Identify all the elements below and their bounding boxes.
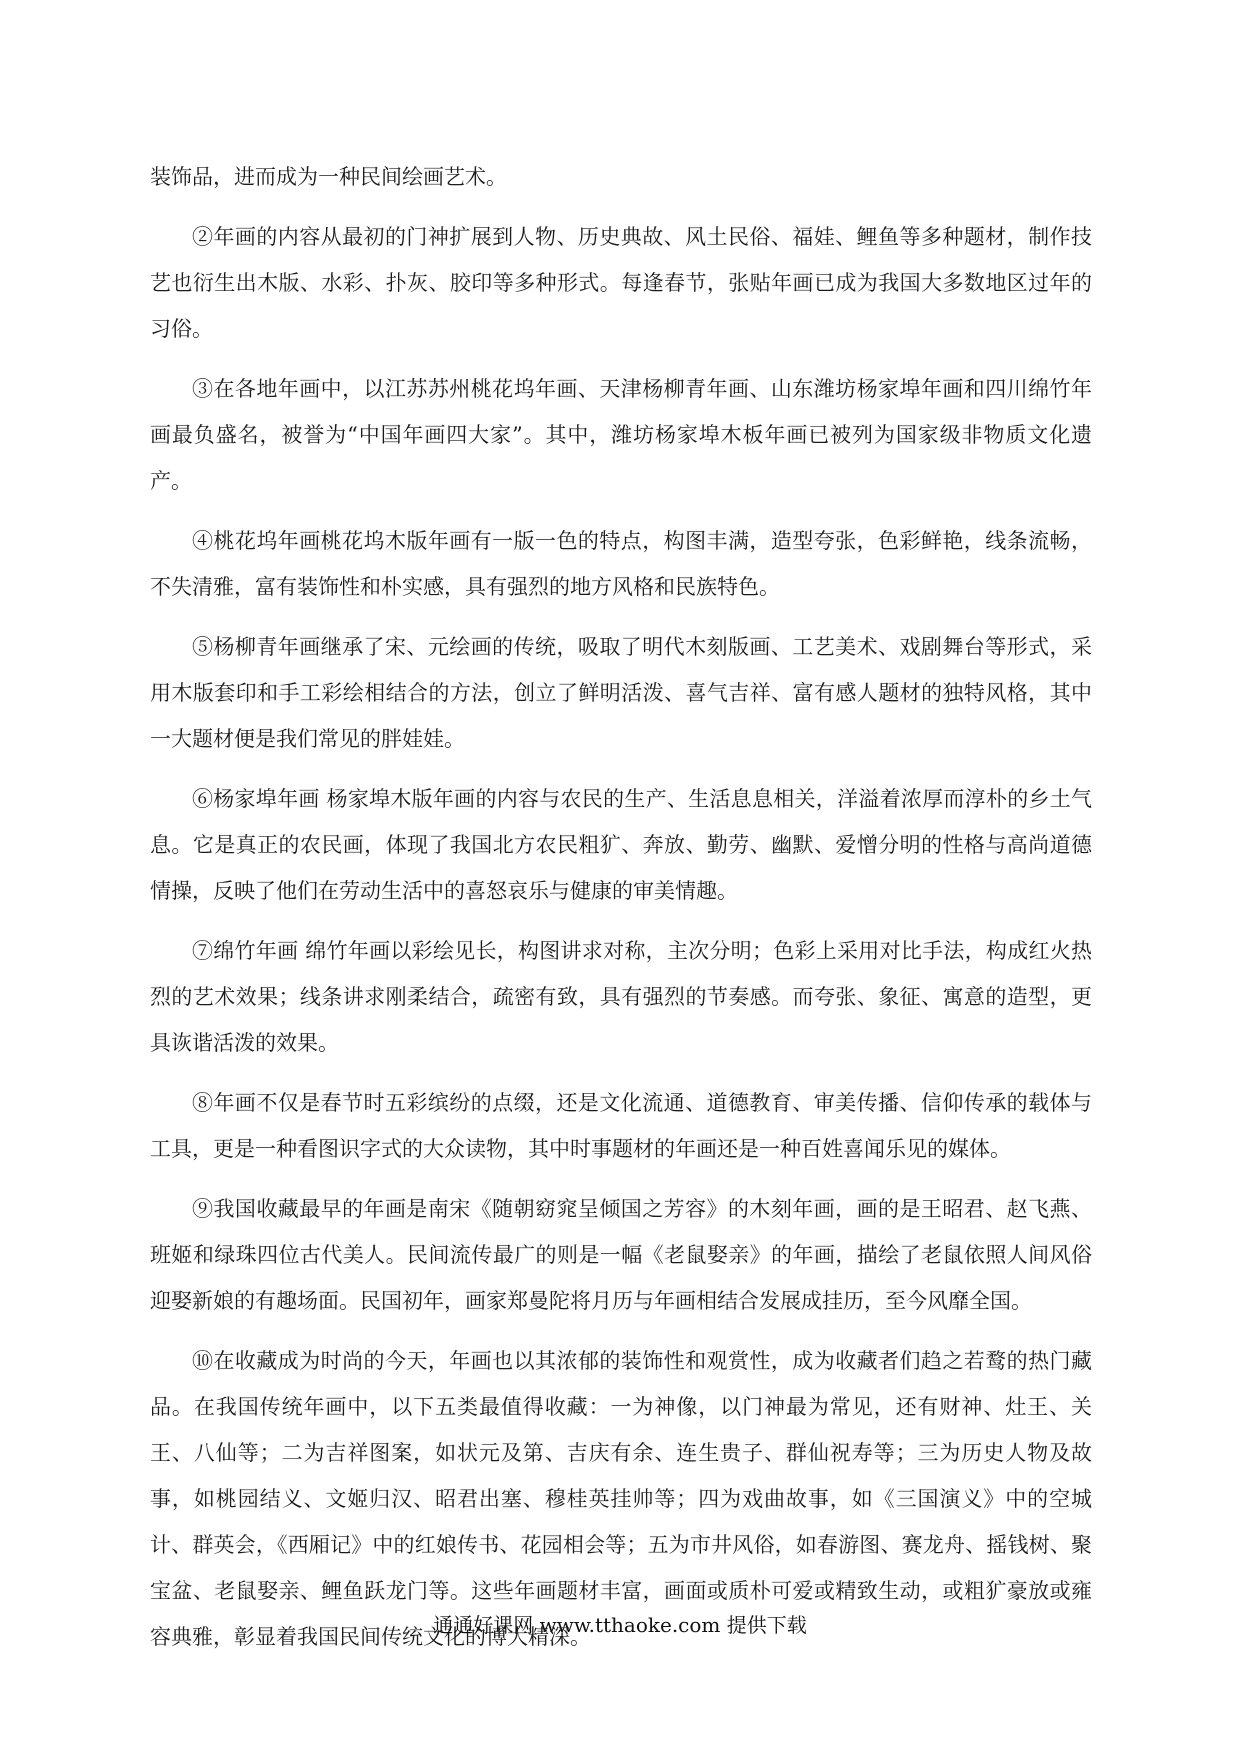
paragraph-8: ⑧年画不仅是春节时五彩缤纷的点缀，还是文化流通、道德教育、审美传播、信仰传承的载体与工具，更是一种看图识字式的大众读物，其中时事题材的年画还是一种百姓喜闻乐见的媒体。	[150, 1091, 1092, 1161]
article-body	[150, 154, 1092, 1674]
paragraph-10: ⑩在收藏成为时尚的今天，年画也以其浓郁的装饰性和观赏性，成为收藏者们趋之若鹜的热门藏品。在我国传统年画中，以下五类最值得收藏：一为神像，以门神最为常见，还有财神、灶王、关王、八仙等；二为吉祥图案，如状元及第、吉庆有余、连生贵子、群仙祝寿等；三为历史人物及故事，如桃园结义、文姬归汉、昭君出塞、穆桂英挂帅等；四为戏曲故事，如《三国演义》中的空城计、群英会，《西厢记》中的红娘传书、花园相会等；五为市井风俗，如春游图、赛龙舟、摇钱树、聚宝盆、老鼠娶亲、鲤鱼跃龙门等。这些年画题材丰富，画面或质朴可爱或精致生动，或粗犷豪放或雍容典雅，彰显着我国民间传统文化的博大精深。	[150, 1349, 1092, 1649]
paragraph-3: ③在各地年画中，以江苏苏州桃花坞年画、天津杨柳青年画、山东潍坊杨家埠年画和四川绵竹年画最负盛名，被誉为“中国年画四大家”。其中，潍坊杨家埠木板年画已被列为国家级非物质文化遗产。	[150, 377, 1092, 493]
paragraph-6: ⑥杨家埠年画 杨家埠木版年画的内容与农民的生产、生活息息相关，洋溢着浓厚而淳朴的乡土气息。它是真正的农民画，体现了我国北方农民粗犷、奔放、勤劳、幽默、爱憎分明的性格与高尚道德情操，反映了他们在劳动生活中的喜怒哀乐与健康的审美情趣。	[150, 787, 1092, 903]
paragraph-4: ④桃花坞年画桃花坞木版年画有一版一色的特点，构图丰满，造型夸张，色彩鲜艳，线条流畅，不失清雅，富有装饰性和朴实感，具有强烈的地方风格和民族特色。	[150, 529, 1092, 599]
paragraph-5: ⑤杨柳青年画继承了宋、元绘画的传统，吸取了明代木刻版画、工艺美术、戏剧舞台等形式，采用木版套印和手工彩绘相结合的方法，创立了鲜明活泼、喜气吉祥、富有感人题材的独特风格，其中一大题材便是我们常见的胖娃娃。	[150, 635, 1092, 751]
paragraph-2: ②年画的内容从最初的门神扩展到人物、历史典故、风土民俗、福娃、鲤鱼等多种题材，制作技艺也衍生出木版、水彩、扑灰、胶印等多种形式。每逢春节，张贴年画已成为我国大多数地区过年的习俗。	[150, 225, 1092, 341]
paragraph-9: ⑨我国收藏最早的年画是南宋《随朝窈窕呈倾国之芳容》的木刻年画，画的是王昭君、赵飞燕、班姬和绿珠四位古代美人。民间流传最广的则是一幅《老鼠娶亲》的年画，描绘了老鼠依照人间风俗迎娶新娘的有趣场面。民国初年，画家郑曼陀将月历与年画相结合发展成挂历，至今风靡全国。	[150, 1197, 1092, 1313]
page-footer: 通通好课网 www.tthaoke.com 提供下载	[433, 1613, 807, 1637]
paragraph-continued: 装饰品，进而成为一种民间绘画艺术。	[150, 165, 507, 189]
paragraph-7: ⑦绵竹年画 绵竹年画以彩绘见长，构图讲求对称，主次分明；色彩上采用对比手法，构成红火热烈的艺术效果；线条讲求刚柔结合，疏密有致，具有强烈的节奏感。而夸张、象征、寓意的造型，更具诙谐活泼的效果。	[150, 939, 1092, 1055]
